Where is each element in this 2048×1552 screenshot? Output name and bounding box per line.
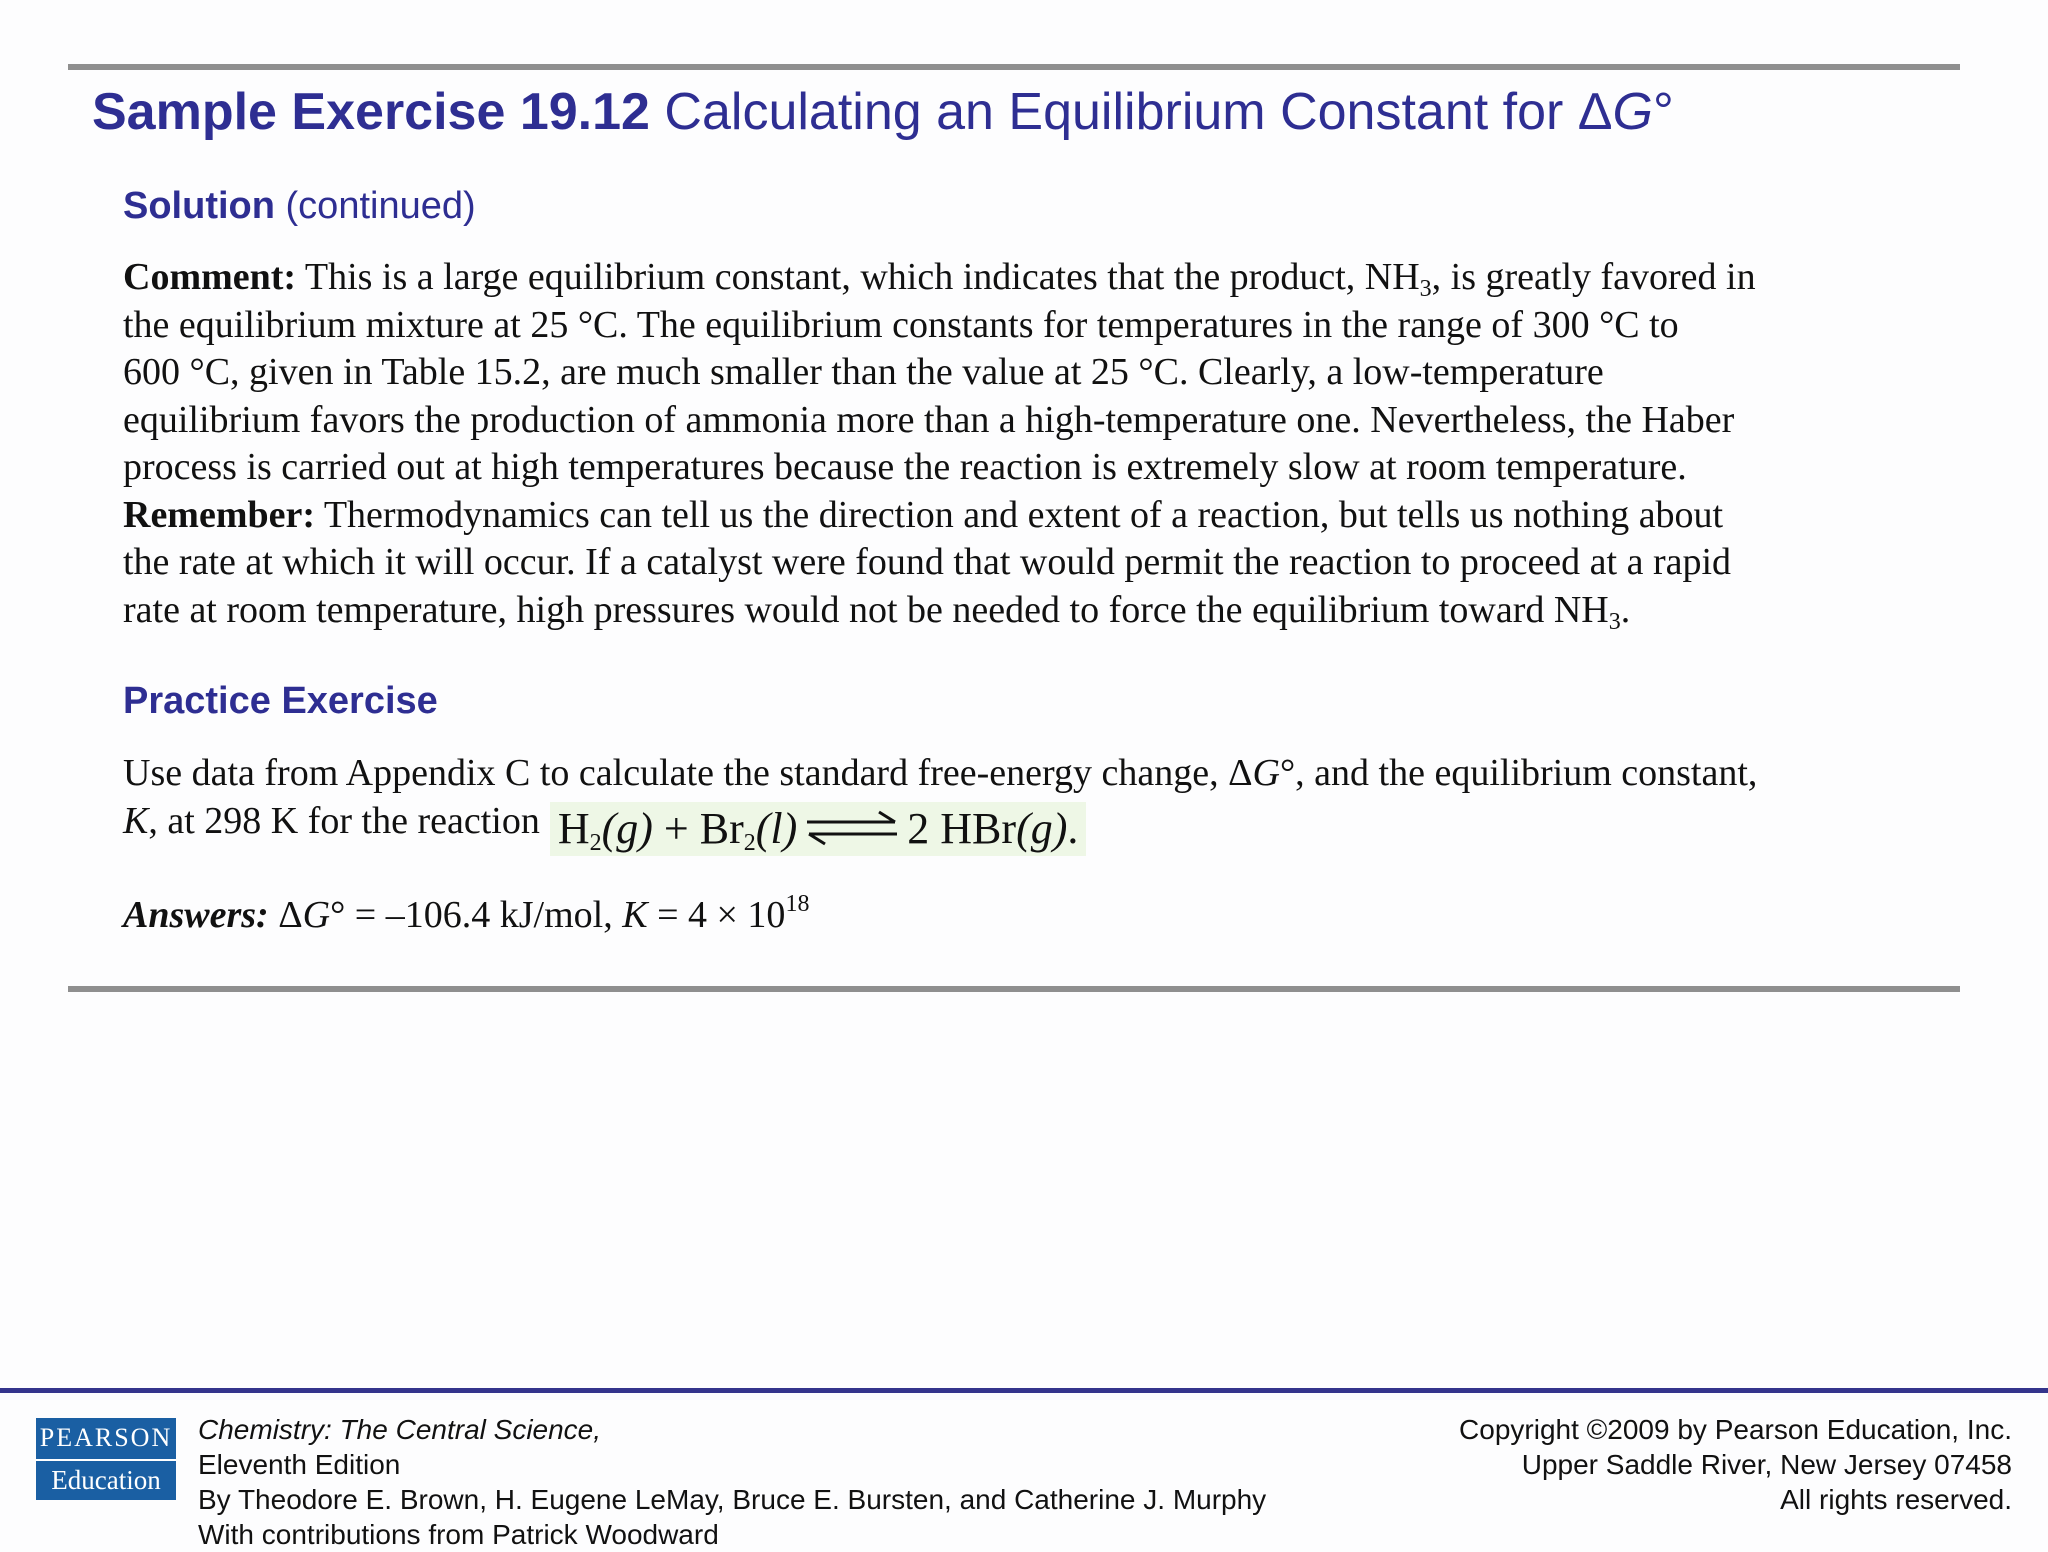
remember-label: Remember: — [123, 493, 316, 536]
comment-text-1b: , is greatly favored in — [1431, 256, 1756, 298]
reactant-h-phase: (g) — [601, 803, 653, 853]
remember-text-3b: . — [1620, 588, 1631, 631]
answers-content — [123, 892, 1883, 940]
answers-delta-g-value: ° = –106.4 kJ/mol, — [330, 894, 623, 936]
practice-text-2: , at 298 K for the reaction — [148, 799, 540, 842]
reactant-h: H — [557, 803, 590, 853]
remember-line-2: the rate at which it will occur. If a catalyst were found that would permit the reaction to proceed at a rapid — [123, 541, 1732, 583]
practice-k-symbol: K — [123, 799, 149, 842]
book-contributions: With contributions from Patrick Woodward — [198, 1519, 719, 1550]
answers-k-exponent: 18 — [785, 891, 810, 917]
title-delta: Δ — [1577, 83, 1613, 141]
nh3-subscript: 3 — [1419, 276, 1432, 302]
product-hbr: 2 HBr — [907, 803, 1017, 853]
remember-line-1 — [123, 492, 1883, 540]
logo-pearson-text: PEARSON — [36, 1418, 176, 1461]
reaction-period: . — [1067, 803, 1079, 853]
comment-paragraph — [123, 254, 1883, 634]
book-edition: Eleventh Edition — [198, 1449, 401, 1480]
footer-divider — [0, 1388, 2048, 1393]
answers-line — [123, 892, 1883, 940]
title-text: Calculating an Equilibrium Constant for — [649, 83, 1578, 141]
product-phase: (g) — [1016, 803, 1068, 853]
practice-line-1 — [123, 750, 1883, 798]
copyright-block — [1459, 1412, 2012, 1517]
book-credits — [198, 1412, 1266, 1552]
answers-label: Answers: — [123, 894, 269, 936]
comment-line-2: the equilibrium mixture at 25 °C. The equilibrium constants for temperatures in the range of 300 °C to — [123, 303, 1679, 346]
comment-line-3: 600 °C, given in Table 15.2, are much smaller than the value at 25 °C. Clearly, a low-temperature — [123, 351, 1604, 393]
logo-education-text: Education — [51, 1465, 161, 1495]
remember-text-1: Thermodynamics can tell us the direction and extent of a reaction, but tells us nothing about — [315, 493, 1724, 536]
answers-k-value: = 4 × 10 — [647, 894, 786, 936]
comment-line-5: process is carried out at high temperatures because the reaction is extremely slow at room temperature. — [123, 446, 1687, 488]
answers-k-symbol: K — [622, 894, 648, 936]
practice-g-symbol: G — [1252, 752, 1280, 794]
practice-text-1b: °, and the equilibrium constant, — [1279, 752, 1758, 794]
equilibrium-arrow-icon — [805, 807, 899, 847]
address-line: Upper Saddle River, New Jersey 07458 — [1521, 1449, 2012, 1480]
top-divider — [68, 64, 1960, 70]
bottom-divider — [68, 986, 1960, 992]
book-title: Chemistry: The Central Science, — [198, 1414, 602, 1445]
comment-line-4: equilibrium favors the production of ammonia more than a high-temperature one. Nevertheless, the Haber — [123, 398, 1735, 441]
book-authors: By Theodore E. Brown, H. Eugene LeMay, Bruce E. Bursten, and Catherine J. Murphy — [198, 1484, 1267, 1515]
reactant-br-phase: (l) — [755, 803, 798, 853]
remember-text-3a: rate at room temperature, high pressures would not be needed to force the equilibrium toward NH — [123, 588, 1609, 631]
book-title-line — [198, 1412, 1266, 1482]
reactant-h-subscript: 2 — [589, 829, 602, 856]
pearson-logo — [36, 1418, 176, 1500]
copyright-line: Copyright ©2009 by Pearson Education, Inc. — [1459, 1414, 2012, 1445]
title-g-symbol: G — [1612, 83, 1653, 141]
solution-heading — [123, 185, 476, 228]
comment-label: Comment: — [123, 256, 297, 298]
plus-sign: + — [652, 803, 700, 853]
practice-text-1a: Use data from Appendix C to calculate the standard free-energy change, Δ — [123, 752, 1253, 794]
solution-heading-continued: (continued) — [274, 185, 476, 227]
remember-line-3 — [123, 587, 1883, 635]
practice-line-2 — [123, 798, 1883, 856]
practice-heading-text: Practice Exercise — [123, 680, 438, 722]
answers-delta: Δ — [268, 894, 303, 936]
nh3-subscript-2: 3 — [1608, 608, 1621, 635]
reaction-equation — [550, 802, 1087, 856]
reactant-br: Br — [699, 803, 744, 853]
reactant-br-subscript: 2 — [743, 829, 756, 856]
practice-paragraph — [123, 750, 1883, 856]
solution-heading-bold: Solution — [123, 185, 275, 227]
title-exercise-number: Sample Exercise 19.12 — [92, 83, 650, 141]
rights-line: All rights reserved. — [1780, 1484, 2012, 1515]
title-degree: ° — [1652, 83, 1674, 141]
comment-text-1a: This is a large equilibrium constant, which indicates that the product, NH — [296, 256, 1420, 298]
slide-title — [92, 82, 1674, 142]
comment-line-1 — [123, 254, 1883, 302]
answers-g-symbol: G — [302, 894, 331, 936]
practice-heading — [123, 680, 438, 723]
